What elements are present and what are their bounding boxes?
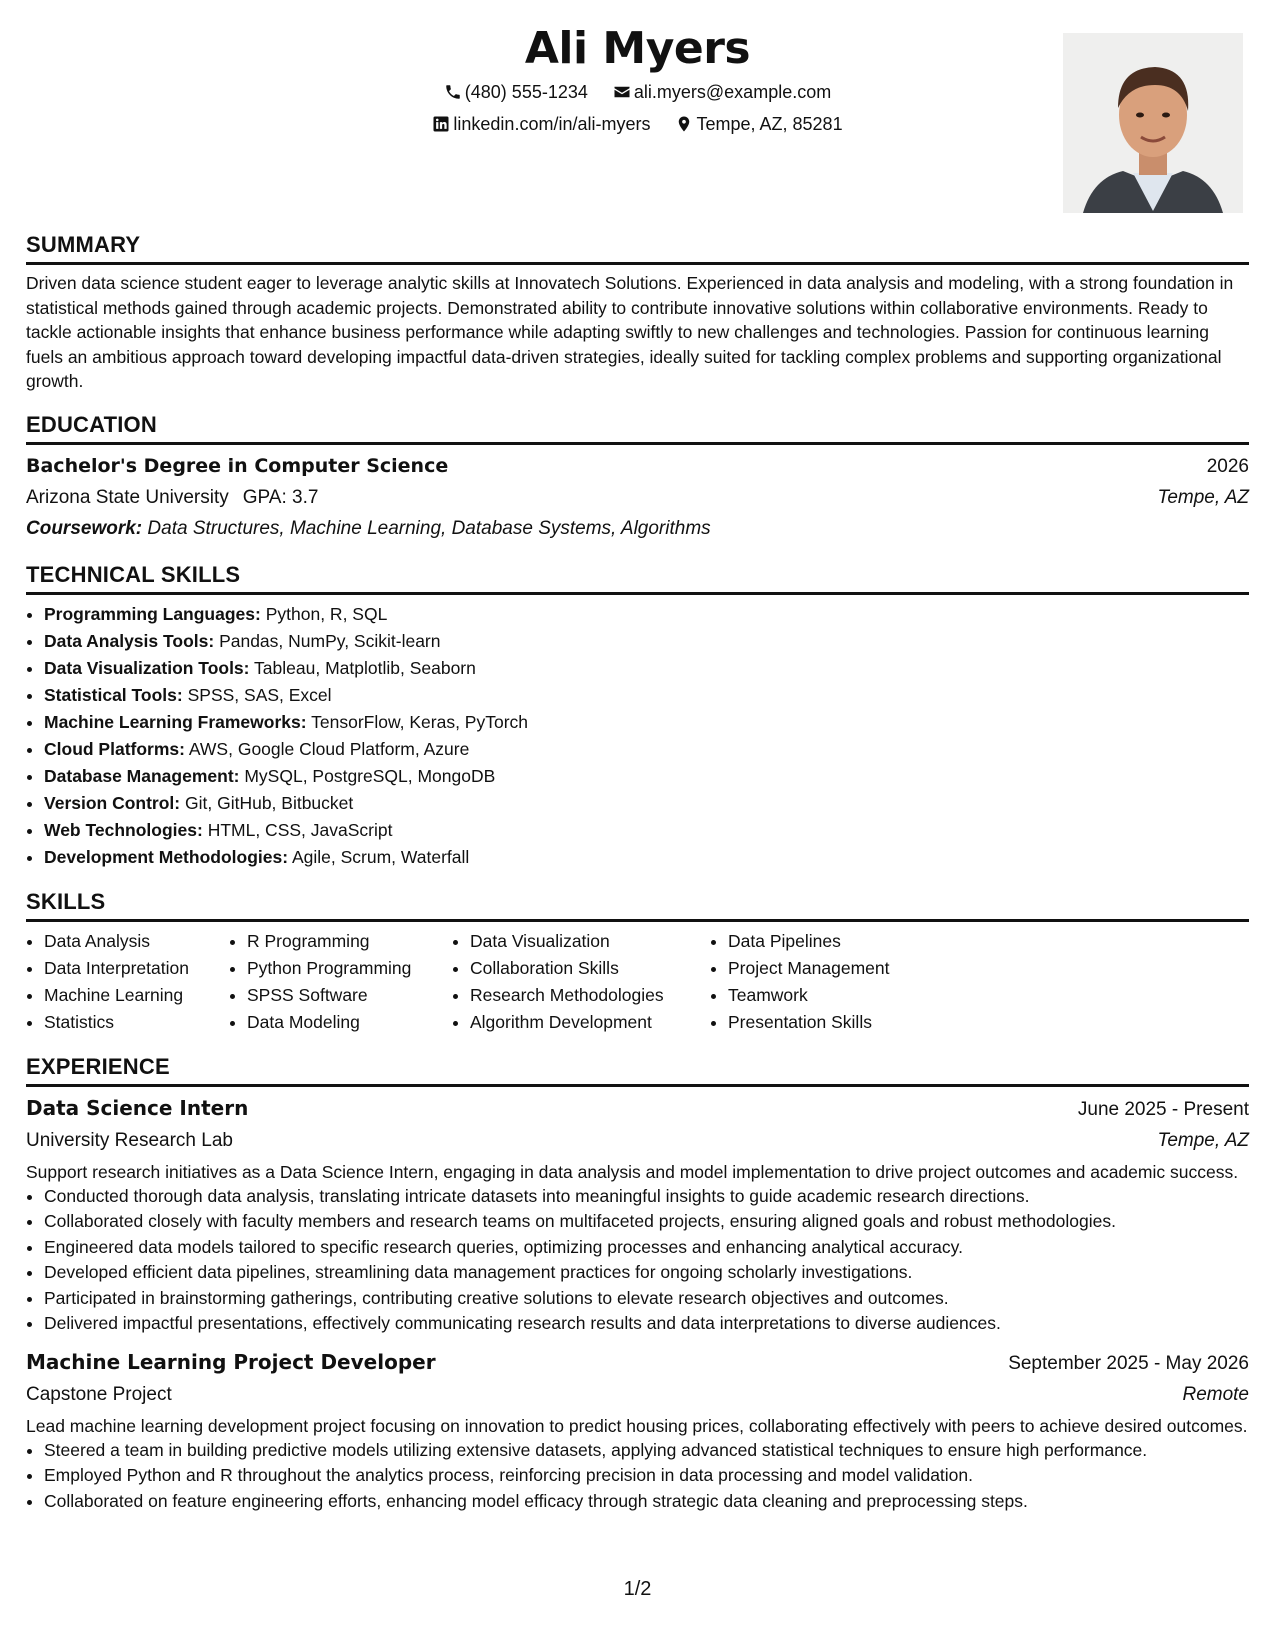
list-item: • Algorithm Development: [470, 1009, 710, 1036]
job-location: Tempe, AZ: [1157, 1129, 1249, 1151]
page-number: 1/2: [623, 1578, 652, 1600]
skills-heading: SKILLS: [26, 889, 1249, 922]
map-pin-icon: [675, 115, 693, 133]
list-item: • Data Visualization: [470, 928, 710, 955]
list-item: • Participated in brainstorming gatherings, contributing creative solutions to elevate research objectives and outcomes.: [44, 1286, 1249, 1312]
summary-section: [26, 232, 1249, 394]
list-item: • Data Modeling: [247, 1009, 452, 1036]
list-item: • Python Programming: [247, 955, 452, 982]
skill-values: HTML, CSS, JavaScript: [207, 819, 393, 840]
skill-category: Database Management:: [44, 765, 240, 786]
job-location: Remote: [1182, 1383, 1249, 1405]
list-item: [44, 790, 1249, 817]
job-dates: June 2025 - Present: [1077, 1098, 1249, 1120]
job-subheader: [26, 1125, 1249, 1156]
resume-page: [26, 24, 1249, 1520]
skill-category: Version Control:: [44, 792, 181, 813]
job-description: Lead machine learning development project focusing on innovation to predict housing prices, collaborating effectively with peers to achieve desired outcomes.: [26, 1415, 1248, 1436]
skills-grid: [26, 928, 1249, 1036]
list-item: [44, 655, 1249, 682]
skill-category: Data Visualization Tools:: [44, 657, 250, 678]
job-description: Support research initiatives as a Data Science Intern, engaging in data analysis and model implementation to drive project outcomes and academic success.: [26, 1161, 1239, 1182]
list-item: • R Programming: [247, 928, 452, 955]
candidate-name: Ali Myers: [524, 23, 751, 74]
phone-icon: [444, 83, 462, 101]
job-organization: University Research Lab: [26, 1129, 233, 1151]
list-item: [44, 736, 1249, 763]
linkedin-contact[interactable]: [432, 112, 650, 136]
skill-category: Data Analysis Tools:: [44, 630, 215, 651]
email-contact[interactable]: [613, 80, 831, 104]
envelope-icon: [613, 83, 631, 101]
list-item: • Data Interpretation: [44, 955, 229, 982]
resume-header: [26, 24, 1249, 214]
skill-values: Python, R, SQL: [265, 603, 388, 624]
job-organization: Capstone Project: [26, 1383, 172, 1405]
summary-heading: SUMMARY: [26, 232, 1249, 265]
list-item: • Research Methodologies: [470, 982, 710, 1009]
list-item: • Collaborated on feature engineering efforts, enhancing model efficacy through strategic data cleaning and preprocessing steps.: [44, 1489, 1249, 1515]
education-row-2: [26, 482, 1249, 513]
skill-values: SPSS, SAS, Excel: [187, 684, 332, 705]
skills-column-2: [229, 928, 452, 1036]
list-item: [44, 628, 1249, 655]
summary-text: Driven data science student eager to leverage analytic skills at Innovatech Solutions. Experienced in data analysis and modeling, with a strong foundation in statistical methods gained through academic projects. Demonstrated ability to contribute innovative solutions within collaborative environments. Ready to tackle actionable insights that enhance business performance while adapting swiftly to new challenges and technologies. Passion for continuous learning fuels an ambitious approach toward developing impactful data-driven strategies, ideally suited for tackling complex problems and supporting organizational growth.: [26, 273, 1234, 391]
skills-column-1: [26, 928, 229, 1036]
list-item: [44, 682, 1249, 709]
email-text[interactable]: ali.myers@example.com: [633, 82, 832, 102]
skill-category: Statistical Tools:: [44, 684, 183, 705]
linkedin-icon: [432, 115, 450, 133]
skill-category: Development Methodologies:: [44, 846, 289, 867]
coursework: [26, 513, 1249, 544]
list-item: • Delivered impactful presentations, effectively communicating research results and data interpretations to diverse audiences.: [44, 1311, 1249, 1337]
list-item: • Collaboration Skills: [470, 955, 710, 982]
skills-section: [26, 889, 1249, 1036]
skill-category: Machine Learning Frameworks:: [44, 711, 307, 732]
list-item: [44, 817, 1249, 844]
school-line: [26, 482, 318, 513]
skills-column-4: [710, 928, 948, 1036]
job-dates: September 2025 - May 2026: [1008, 1352, 1249, 1374]
list-item: • Developed efficient data pipelines, streamlining data management practices for ongoing scholarly investigations.: [44, 1260, 1249, 1286]
gpa: GPA: 3.7: [242, 486, 319, 508]
skill-values: Git, GitHub, Bitbucket: [185, 792, 354, 813]
experience-section: [26, 1054, 1249, 1515]
job-entry: [26, 1093, 1249, 1337]
list-item: • Data Pipelines: [728, 928, 948, 955]
degree-name: Bachelor's Degree in Computer Science: [26, 454, 449, 477]
list-item: • Teamwork: [728, 982, 948, 1009]
list-item: [44, 709, 1249, 736]
technical-skills-list: [26, 601, 1249, 871]
job-header: [26, 1093, 1249, 1125]
job-bullets: [26, 1438, 1249, 1515]
list-item: • Data Analysis: [44, 928, 229, 955]
technical-skills-section: [26, 562, 1249, 871]
job-title: Data Science Intern: [26, 1095, 249, 1120]
phone-contact: [444, 80, 588, 104]
education-row-1: [26, 451, 1249, 482]
school-location: Tempe, AZ: [1157, 486, 1249, 508]
list-item: • SPSS Software: [247, 982, 452, 1009]
skill-values: Tableau, Matplotlib, Seaborn: [254, 657, 476, 678]
job-subheader: [26, 1379, 1249, 1410]
list-item: • Machine Learning: [44, 982, 229, 1009]
skill-values: Pandas, NumPy, Scikit-learn: [219, 630, 441, 651]
location-contact: [675, 112, 842, 136]
school-name: Arizona State University: [26, 486, 229, 508]
list-item: • Statistics: [44, 1009, 229, 1036]
list-item: • Engineered data models tailored to specific research queries, optimizing processes and enhancing analytical accuracy.: [44, 1235, 1249, 1261]
phone-text: (480) 555-1234: [464, 82, 588, 102]
list-item: • Employed Python and R throughout the analytics process, reinforcing precision in data processing and model validation.: [44, 1463, 1249, 1489]
list-item: • Project Management: [728, 955, 948, 982]
list-item: • Collaborated closely with faculty members and research teams on multifaceted projects, ensuring aligned goals and robust methodologies.: [44, 1209, 1249, 1235]
list-item: [44, 763, 1249, 790]
skills-column-3: [452, 928, 710, 1036]
skill-values: MySQL, PostgreSQL, MongoDB: [244, 765, 496, 786]
skill-category: Cloud Platforms:: [44, 738, 185, 759]
job-entry: [26, 1347, 1249, 1515]
location-text: Tempe, AZ, 85281: [696, 114, 843, 134]
skill-values: AWS, Google Cloud Platform, Azure: [188, 738, 470, 759]
job-header: [26, 1347, 1249, 1379]
graduation-year: 2026: [1206, 455, 1249, 477]
list-item: [44, 601, 1249, 628]
education-heading: EDUCATION: [26, 412, 1249, 445]
list-item: • Steered a team in building predictive models utilizing extensive datasets, applying advanced statistical techniques to ensure high performance.: [44, 1438, 1249, 1464]
list-item: • Conducted thorough data analysis, translating intricate datasets into meaningful insights to guide academic research directions.: [44, 1184, 1249, 1210]
coursework-list: Data Structures, Machine Learning, Database Systems, Algorithms: [147, 517, 711, 539]
experience-heading: EXPERIENCE: [26, 1054, 1249, 1087]
linkedin-text[interactable]: linkedin.com/in/ali-myers: [453, 114, 651, 134]
education-section: [26, 412, 1249, 544]
skill-category: Web Technologies:: [44, 819, 203, 840]
profile-photo: [1063, 33, 1243, 213]
job-bullets: [26, 1184, 1249, 1337]
job-title: Machine Learning Project Developer: [26, 1349, 436, 1374]
coursework-label: Coursework:: [26, 517, 143, 539]
list-item: • Presentation Skills: [728, 1009, 948, 1036]
skill-category: Programming Languages:: [44, 603, 261, 624]
skill-values: Agile, Scrum, Waterfall: [291, 846, 470, 867]
list-item: [44, 844, 1249, 871]
skill-values: TensorFlow, Keras, PyTorch: [311, 711, 529, 732]
technical-skills-heading: TECHNICAL SKILLS: [26, 562, 1249, 595]
